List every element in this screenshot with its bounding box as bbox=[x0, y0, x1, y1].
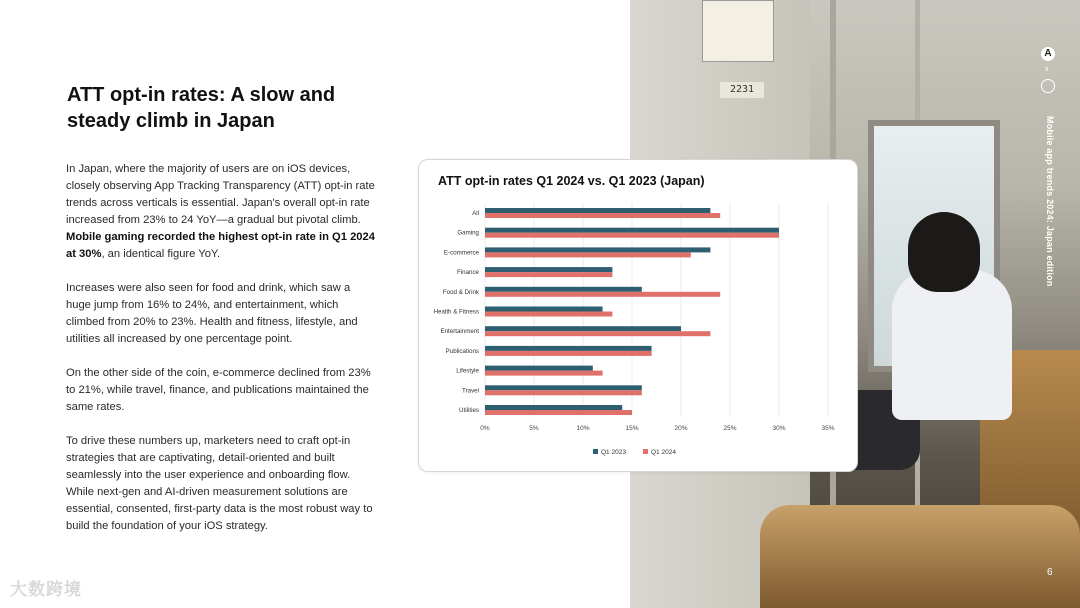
paragraph-2: Increases were also seen for food and drink, which saw a huge jump from 16% to 24%, and entertainment, which climbed from 20% to 23%. Health and fitness, lifestyle, and utilities all increased by one percentage point. bbox=[66, 282, 358, 345]
y-category-label: E-commerce bbox=[443, 249, 479, 257]
y-category-label: Food & Drink bbox=[442, 288, 479, 296]
bar-q1-2024 bbox=[485, 252, 691, 257]
legend-swatch bbox=[643, 449, 648, 454]
bar-q1-2024 bbox=[485, 390, 642, 395]
y-category-label: Gaming bbox=[457, 229, 479, 237]
legend-label: Q1 2023 bbox=[601, 449, 626, 456]
y-category-label: Publications bbox=[445, 347, 479, 355]
side-label bbox=[1041, 116, 1057, 296]
bar-q1-2023 bbox=[485, 366, 593, 371]
article-body bbox=[66, 161, 376, 552]
bar-chart bbox=[418, 159, 856, 470]
y-category-label: Utilities bbox=[459, 407, 479, 414]
paragraph-1 bbox=[66, 161, 376, 263]
x-tick-label: 20% bbox=[674, 425, 688, 432]
chart-title: ATT opt-in rates Q1 2024 vs. Q1 2023 (Japan) bbox=[438, 174, 705, 188]
logo-separator: x bbox=[1045, 66, 1049, 73]
paragraph-3: On the other side of the coin, e-commerce declined from 23% to 21%, while travel, finance, and publications maintained the same rates. bbox=[66, 367, 371, 413]
paragraph-1-text: In Japan, where the majority of users are on iOS devices, closely observing App Tracking Transparency (ATT) opt-in rate trends across verticals is essential. Japan's overall opt-in rate increased from 23% to 24 YoY—a gradual but pivotal climb. bbox=[66, 163, 375, 226]
y-category-label: Health & Fitness bbox=[433, 308, 479, 316]
bar-q1-2023 bbox=[485, 267, 612, 272]
bar-q1-2024 bbox=[485, 312, 612, 317]
bar-q1-2023 bbox=[485, 208, 710, 213]
y-category-label: Entertainment bbox=[440, 328, 479, 336]
y-category-label: Finance bbox=[456, 269, 479, 277]
x-tick-label: 15% bbox=[625, 425, 639, 432]
photo-car-number: 2231 bbox=[720, 82, 764, 98]
x-tick-label: 10% bbox=[576, 425, 590, 432]
bar-q1-2023 bbox=[485, 287, 642, 292]
bar-q1-2023 bbox=[485, 247, 710, 252]
title-line-2: steady climb in Japan bbox=[67, 110, 275, 132]
bar-q1-2023 bbox=[485, 385, 642, 390]
title-line-1: ATT opt-in rates: A slow and bbox=[67, 84, 336, 106]
x-tick-label: 35% bbox=[821, 425, 835, 432]
y-category-label: Travel bbox=[462, 387, 479, 395]
bar-q1-2024 bbox=[485, 371, 603, 376]
x-tick-label: 30% bbox=[772, 425, 786, 432]
x-tick-label: 5% bbox=[529, 425, 539, 432]
bar-q1-2024 bbox=[485, 331, 710, 336]
x-tick-label: 0% bbox=[480, 425, 490, 432]
page-title bbox=[67, 82, 367, 134]
bar-q1-2023 bbox=[485, 346, 652, 351]
x-tick-label: 25% bbox=[723, 425, 737, 432]
bar-q1-2023 bbox=[485, 307, 603, 312]
page-number: 6 bbox=[1047, 567, 1053, 578]
bar-q1-2023 bbox=[485, 405, 622, 410]
bar-q1-2024 bbox=[485, 272, 612, 277]
photo-person-body bbox=[892, 270, 1012, 420]
side-label-text: Mobile app trends 2024: Japan edition bbox=[1045, 116, 1055, 287]
bar-q1-2024 bbox=[485, 351, 652, 356]
paragraph-4: To drive these numbers up, marketers need to craft opt-in strategies that are captivating, detail-oriented and built seamlessly into the user experience and onboarding flow. While next-gen and AI-driven measurement solutions are essential, consented, first-party data is the most robust way to build the foundation of your iOS strategy. bbox=[66, 435, 373, 532]
bar-q1-2024 bbox=[485, 410, 632, 415]
photo-seat bbox=[760, 505, 1080, 608]
brand-logo-icon: A bbox=[1041, 47, 1055, 61]
bar-q1-2023 bbox=[485, 326, 681, 331]
y-category-label: All bbox=[472, 210, 479, 217]
bar-q1-2024 bbox=[485, 233, 779, 238]
legend-swatch bbox=[593, 449, 598, 454]
bar-q1-2024 bbox=[485, 292, 720, 297]
partner-logo-icon bbox=[1041, 79, 1055, 93]
photo-poster bbox=[702, 0, 774, 62]
bar-q1-2023 bbox=[485, 228, 779, 233]
photo-person-head bbox=[908, 212, 980, 292]
watermark: 大数跨境 bbox=[10, 580, 82, 599]
paragraph-1-tail: , an identical figure YoY. bbox=[101, 248, 221, 260]
bar-q1-2024 bbox=[485, 213, 720, 218]
legend-label: Q1 2024 bbox=[651, 449, 676, 456]
y-category-label: Lifestyle bbox=[456, 367, 479, 375]
paragraph-1-highlight: Mobile gaming recorded the highest opt-in rate in Q1 2024 at 30% bbox=[66, 231, 375, 260]
